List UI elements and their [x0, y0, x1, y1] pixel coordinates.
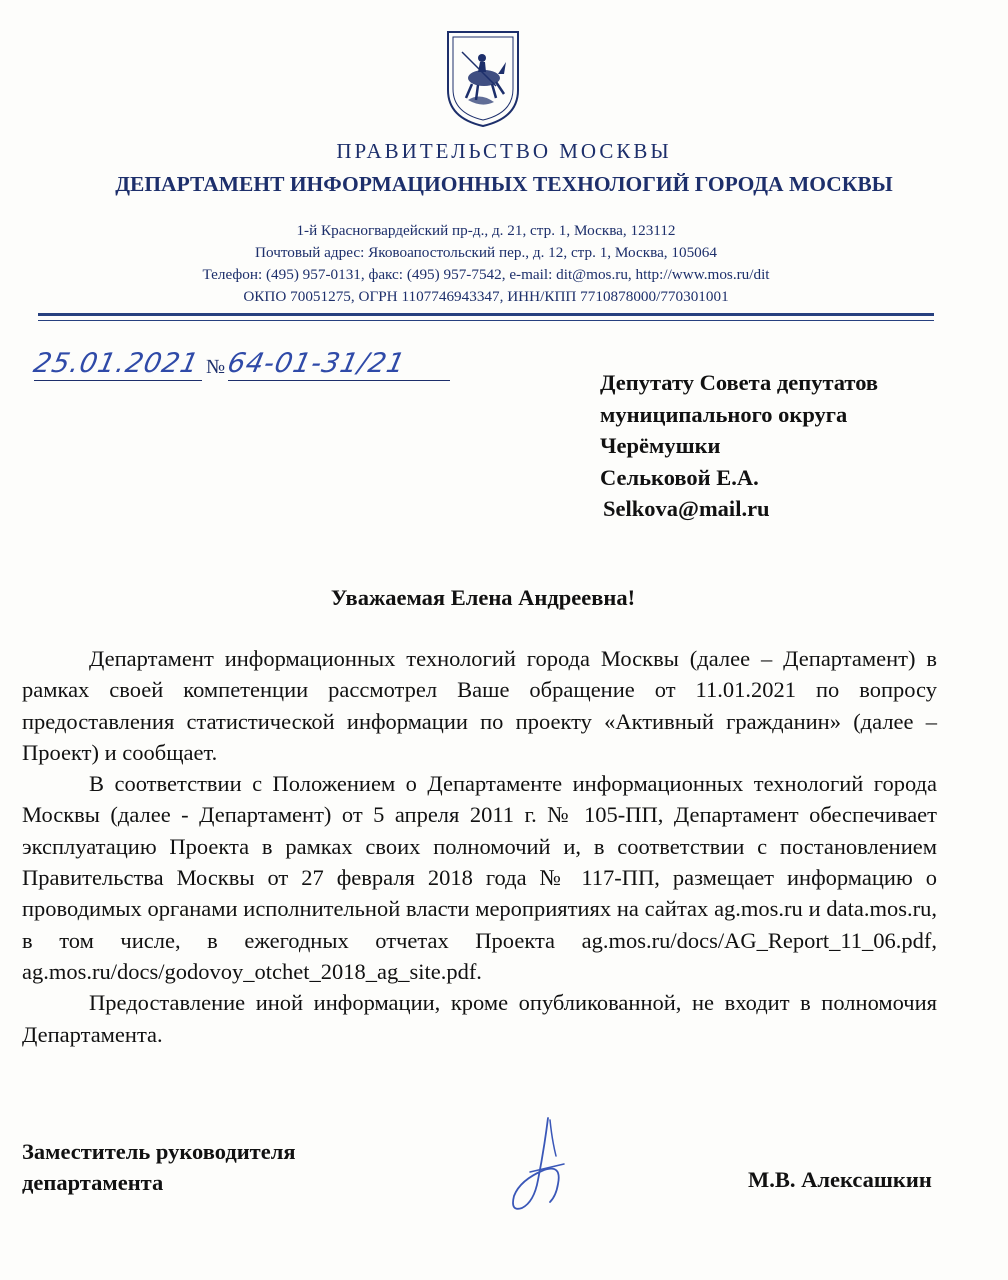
address-line: 1-й Красногвардейский пр-д., д. 21, стр. 1, Москва, 123112 [296, 222, 676, 239]
header-divider-thin [38, 320, 934, 321]
position-line: департамента [22, 1170, 164, 1195]
registry-line: ОКПО 70051275, ОГРН 1107746943347, ИНН/КПП 7710878000/770301001 [243, 288, 729, 305]
letter-body [22, 643, 937, 1050]
addressee-line: муниципального округа [600, 401, 848, 427]
signatory-name: М.В. Алексашкин [748, 1167, 932, 1192]
registration-line [30, 348, 430, 388]
number-sign: № [206, 356, 226, 378]
phone-line: Телефон: (495) 957-0131, факс: (495) 957-7542, e-mail: dit@mos.ru, http://www.mos.ru/dit [202, 266, 770, 283]
addressee-block [600, 367, 878, 525]
addressee-line: Депутату Совета депутатов [600, 370, 879, 395]
body-paragraph: Предоставление иной информации, кроме опубликованной, не входит в полномочия Департамента. [22, 990, 937, 1047]
contact-block [0, 220, 972, 308]
handwritten-signature [500, 1110, 580, 1220]
moscow-coat-of-arms-icon [444, 28, 522, 128]
position-line: Заместитель руководителя [22, 1139, 296, 1164]
header-divider-thick [38, 313, 934, 316]
registration-date: 25.01.2021 [30, 348, 202, 379]
number-underline [228, 380, 450, 381]
addressee-email: Selkova@mail.ru [603, 496, 770, 521]
date-underline [34, 380, 202, 381]
government-title: ПРАВИТЕЛЬСТВО МОСКВЫ [336, 139, 672, 163]
signatory-position [22, 1136, 296, 1198]
postal-address-line: Почтовый адрес: Яковоапостольский пер., д. 12, стр. 1, Москва, 105064 [255, 244, 717, 261]
addressee-name: Сельковой Е.А. [600, 464, 759, 490]
addressee-line: Черёмушки [600, 433, 721, 458]
salutation: Уважаемая Елена Андреевна! [330, 585, 636, 610]
registration-number: 64-01-31/21 [224, 348, 409, 379]
body-paragraph: Департамент информационных технологий города Москвы (далее – Департамент) в рамках своей компетенции рассмотрел Ваше обращение от 11.01.2021 по вопросу предоставления статистической информации по проекту «Активный гражданин» (далее – Проект) и сообщает. [22, 646, 937, 765]
body-paragraph: В соответствии с Положением о Департаменте информационных технологий города Москвы (далее - Департамент) от 5 апреля 2011 г. № 105-ПП, Департамент обеспечивает эксплуатацию Проекта в рамках своих полномочий и, в соответствии с постановлением Правительства Москвы от 27 февраля 2018 года № 117-ПП, размещает информацию о проводимых органами исполнительной власти мероприятиях на сайтах ag.mos.ru и data.mos.ru, в том числе, в ежегодных отчетах Проекта ag.mos.ru/docs/AG_Report_11_06.pdf, ag.mos.ru/docs/godovoy_otchet_2018_ag_site.pdf. [22, 771, 937, 984]
department-title: ДЕПАРТАМЕНТ ИНФОРМАЦИОННЫХ ТЕХНОЛОГИЙ ГОРОДА МОСКВЫ [115, 172, 893, 196]
